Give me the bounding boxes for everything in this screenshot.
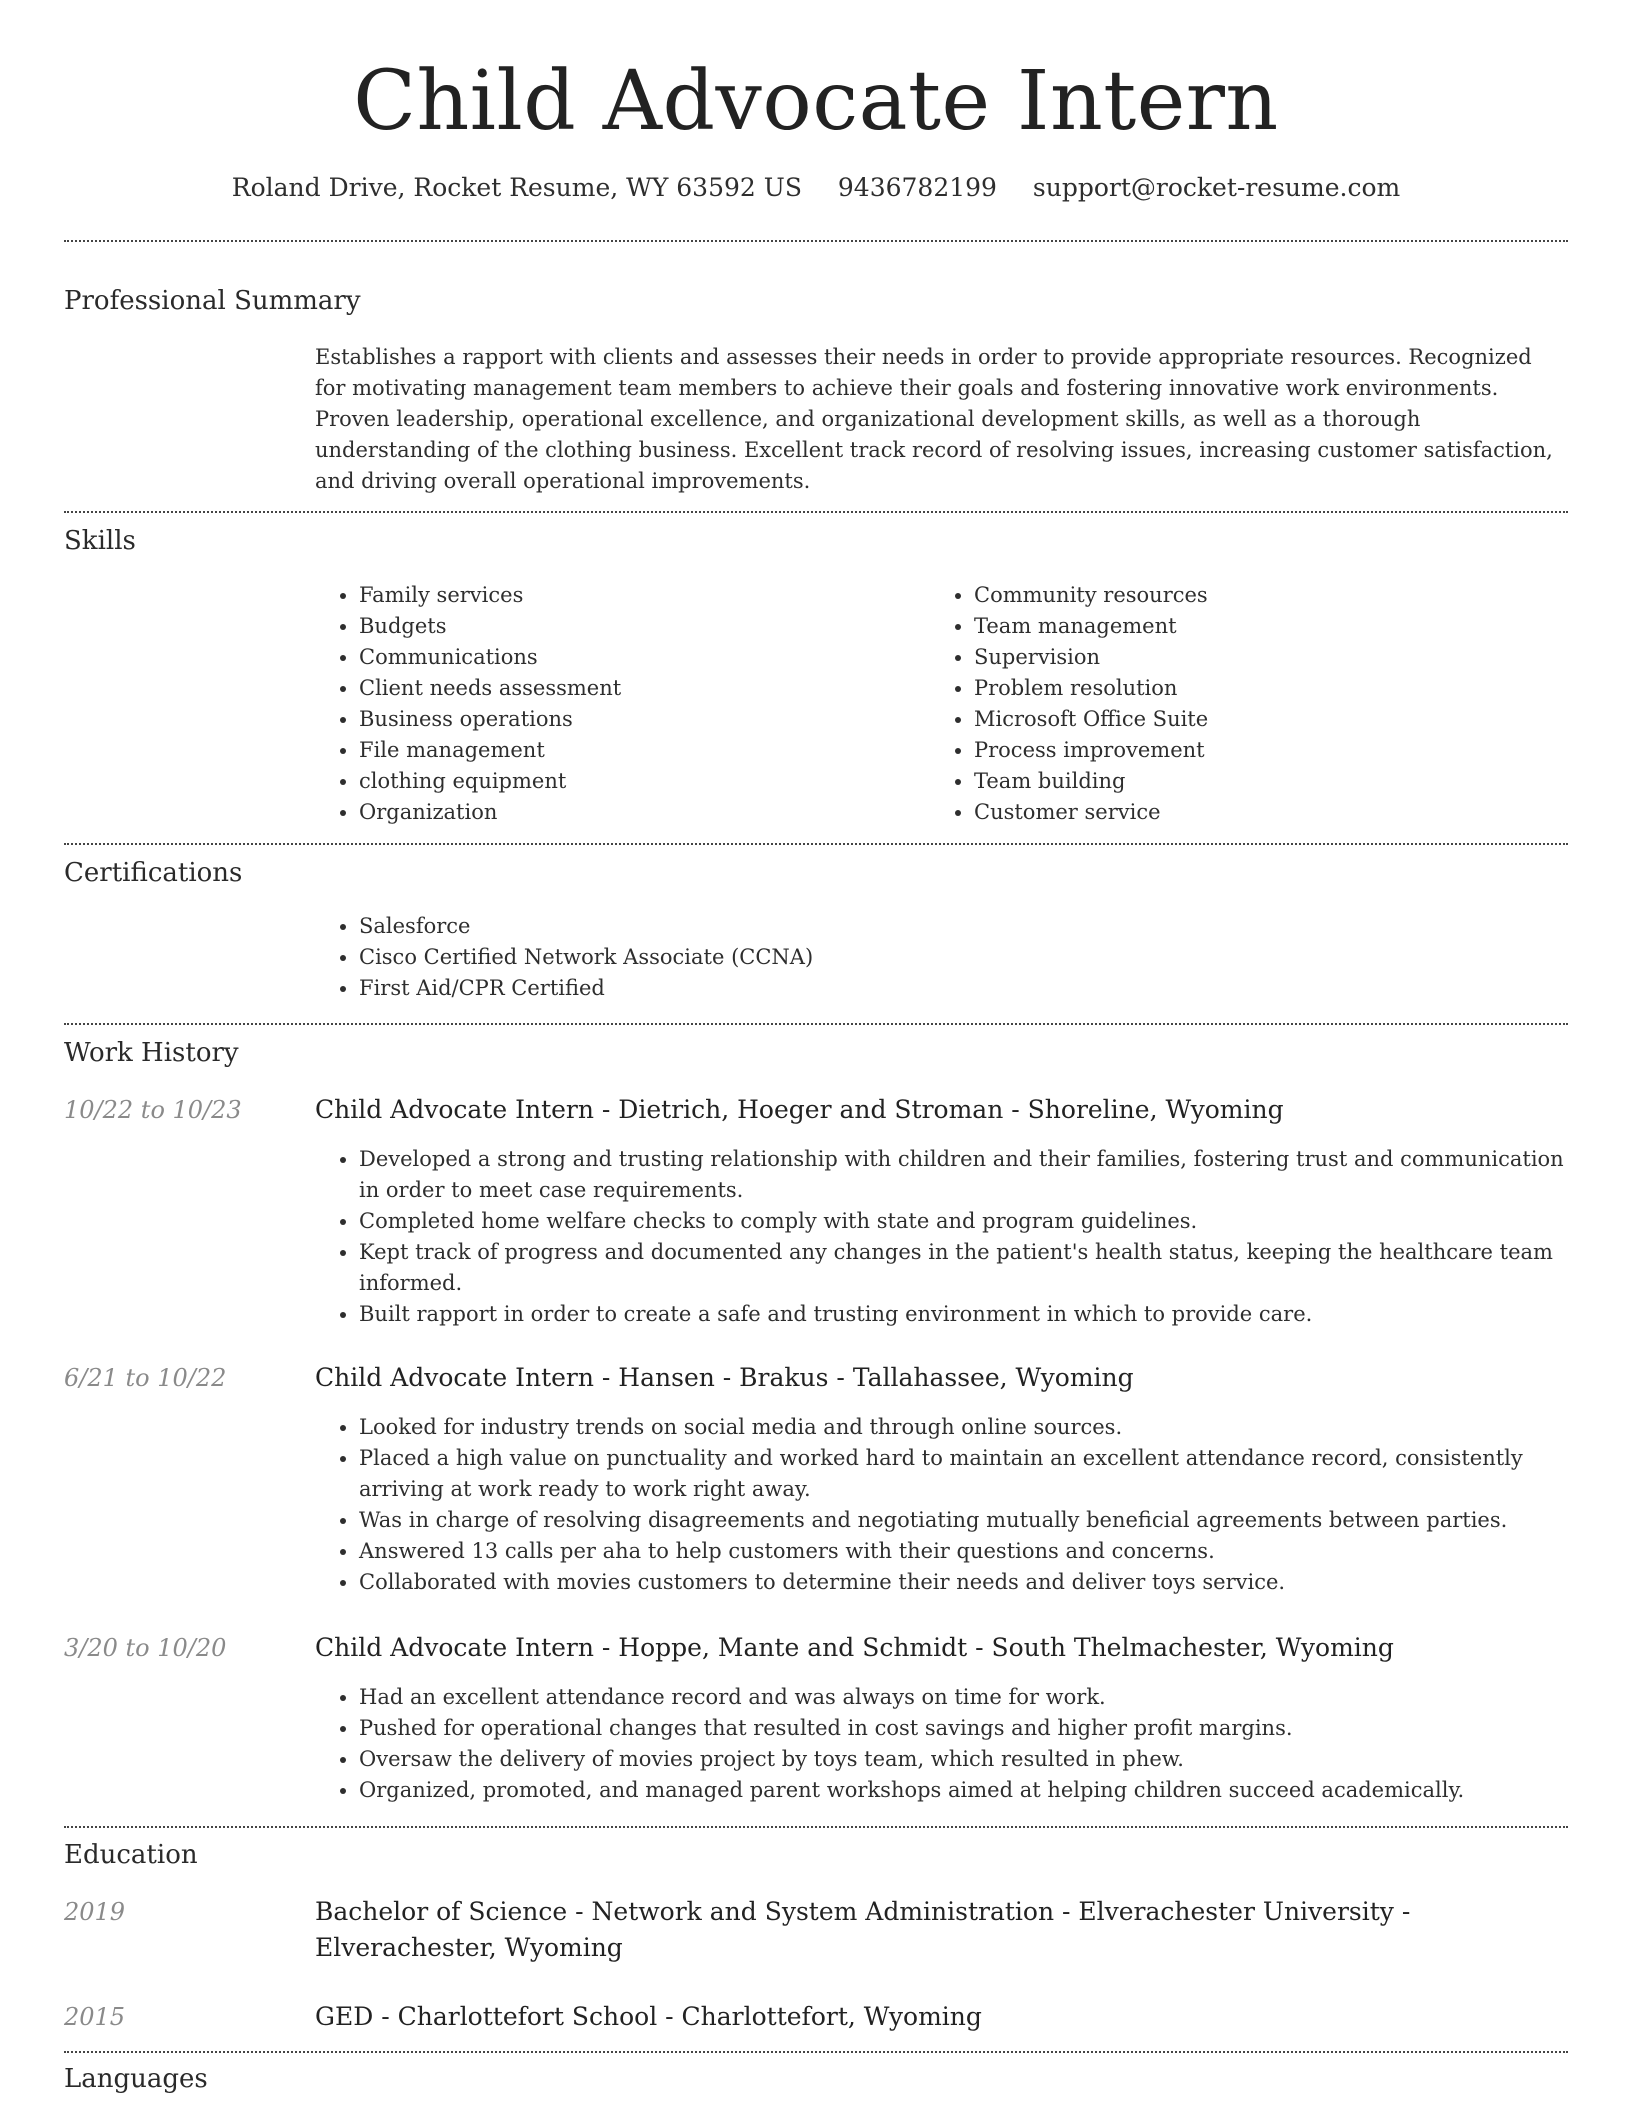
skills-left-column	[315, 580, 915, 828]
job-title: Child Advocate Intern - Dietrich, Hoeger and Stroman - Shoreline, Wyoming	[315, 1095, 1284, 1124]
job-bullet: • Was in charge of resolving disagreements and negotiating mutually beneficial agreements between parties.	[359, 1505, 1565, 1536]
job-bullet: • Pushed for operational changes that resulted in cost savings and higher profit margins.	[359, 1713, 1565, 1744]
education-year: 2019	[64, 1898, 126, 1926]
job-dates: 10/22 to 10/23	[64, 1096, 242, 1124]
contact-line	[0, 170, 1632, 206]
skill-item: • Process improvement	[974, 735, 1530, 766]
skill-item: • Budgets	[359, 611, 915, 642]
job-bullet: • Kept track of progress and documented any changes in the patient's health status, keeping the healthcare team informed.	[359, 1237, 1565, 1299]
job-bullet: • Built rapport in order to create a safe and trusting environment in which to provide care.	[359, 1299, 1565, 1330]
divider	[64, 1023, 1568, 1025]
certifications-list	[315, 911, 1565, 1004]
contact-email[interactable]: support@rocket-resume.com	[1032, 173, 1401, 202]
skill-item: • Microsoft Office Suite	[974, 704, 1530, 735]
certification-item: • Cisco Certified Network Associate (CCNA)	[359, 942, 1565, 973]
job-bullets	[315, 1412, 1565, 1598]
job-dates: 6/21 to 10/22	[64, 1364, 227, 1392]
skill-item: • Organization	[359, 797, 915, 828]
job-title: Child Advocate Intern - Hansen - Brakus - Tallahassee, Wyoming	[315, 1363, 1134, 1392]
job-bullets	[315, 1682, 1565, 1806]
work-history-heading: Work History	[64, 1038, 239, 1068]
education-year: 2015	[64, 2003, 126, 2031]
skill-item: • Team building	[974, 766, 1530, 797]
contact-address: Roland Drive, Rocket Resume, WY 63592 US	[231, 173, 802, 202]
skill-item: • Problem resolution	[974, 673, 1530, 704]
divider	[64, 1826, 1568, 1828]
languages-heading: Languages	[64, 2064, 208, 2094]
certification-item: • Salesforce	[359, 911, 1565, 942]
job-bullet: • Developed a strong and trusting relationship with children and their families, fostering trust and communication in order to meet case requirements.	[359, 1144, 1565, 1206]
job-bullet: • Looked for industry trends on social media and through online sources.	[359, 1412, 1565, 1443]
job-bullet: • Oversaw the delivery of movies project by toys team, which resulted in phew.	[359, 1744, 1565, 1775]
job-bullet: • Answered 13 calls per aha to help customers with their questions and concerns.	[359, 1536, 1565, 1567]
divider	[64, 2051, 1568, 2053]
summary-text: Establishes a rapport with clients and assesses their needs in order to provide appropriate resources. Recognized for motivating management team members to achieve their goals and fostering innovative work environments. Proven leadership, operational excellence, and organizational development skills, as well as a thorough understanding of the clothing business. Excellent track record of resolving issues, increasing customer satisfaction, and driving overall operational improvements.	[315, 345, 1553, 493]
job-dates: 3/20 to 10/20	[64, 1634, 227, 1662]
skills-right-column	[930, 580, 1530, 828]
education-entry: Bachelor of Science - Network and System Administration - Elverachester University - Elverachester, Wyoming	[315, 1897, 1411, 1962]
skill-item: • Community resources	[974, 580, 1530, 611]
skill-item: • Client needs assessment	[359, 673, 915, 704]
divider	[64, 511, 1568, 513]
skills-heading: Skills	[64, 526, 136, 556]
skill-item: • Team management	[974, 611, 1530, 642]
job-bullet: • Organized, promoted, and managed parent workshops aimed at helping children succeed academically.	[359, 1775, 1565, 1806]
job-bullet: • Completed home welfare checks to comply with state and program guidelines.	[359, 1206, 1565, 1237]
skill-item: • Communications	[359, 642, 915, 673]
certifications-heading: Certifications	[64, 858, 243, 888]
skill-item: • Customer service	[974, 797, 1530, 828]
skill-item: • clothing equipment	[359, 766, 915, 797]
job-bullet: • Collaborated with movies customers to determine their needs and deliver toys service.	[359, 1567, 1565, 1598]
education-heading: Education	[64, 1840, 198, 1870]
skill-item: • Family services	[359, 580, 915, 611]
divider	[64, 843, 1568, 845]
skill-item: • File management	[359, 735, 915, 766]
summary-heading: Professional Summary	[64, 286, 361, 316]
certification-item: • First Aid/CPR Certified	[359, 973, 1565, 1004]
job-bullet: • Had an excellent attendance record and was always on time for work.	[359, 1682, 1565, 1713]
divider	[64, 240, 1568, 242]
job-bullet: • Placed a high value on punctuality and worked hard to maintain an excellent attendance record, consistently arriving at work ready to work right away.	[359, 1443, 1565, 1505]
contact-phone: 9436782199	[837, 173, 997, 202]
job-title: Child Advocate Intern - Hoppe, Mante and Schmidt - South Thelmachester, Wyoming	[315, 1633, 1394, 1662]
education-entry: GED - Charlottefort School - Charlottefort, Wyoming	[315, 2002, 982, 2031]
job-bullets	[315, 1144, 1565, 1330]
skill-item: • Business operations	[359, 704, 915, 735]
skill-item: • Supervision	[974, 642, 1530, 673]
candidate-name: Child Advocate Intern	[353, 54, 1279, 149]
